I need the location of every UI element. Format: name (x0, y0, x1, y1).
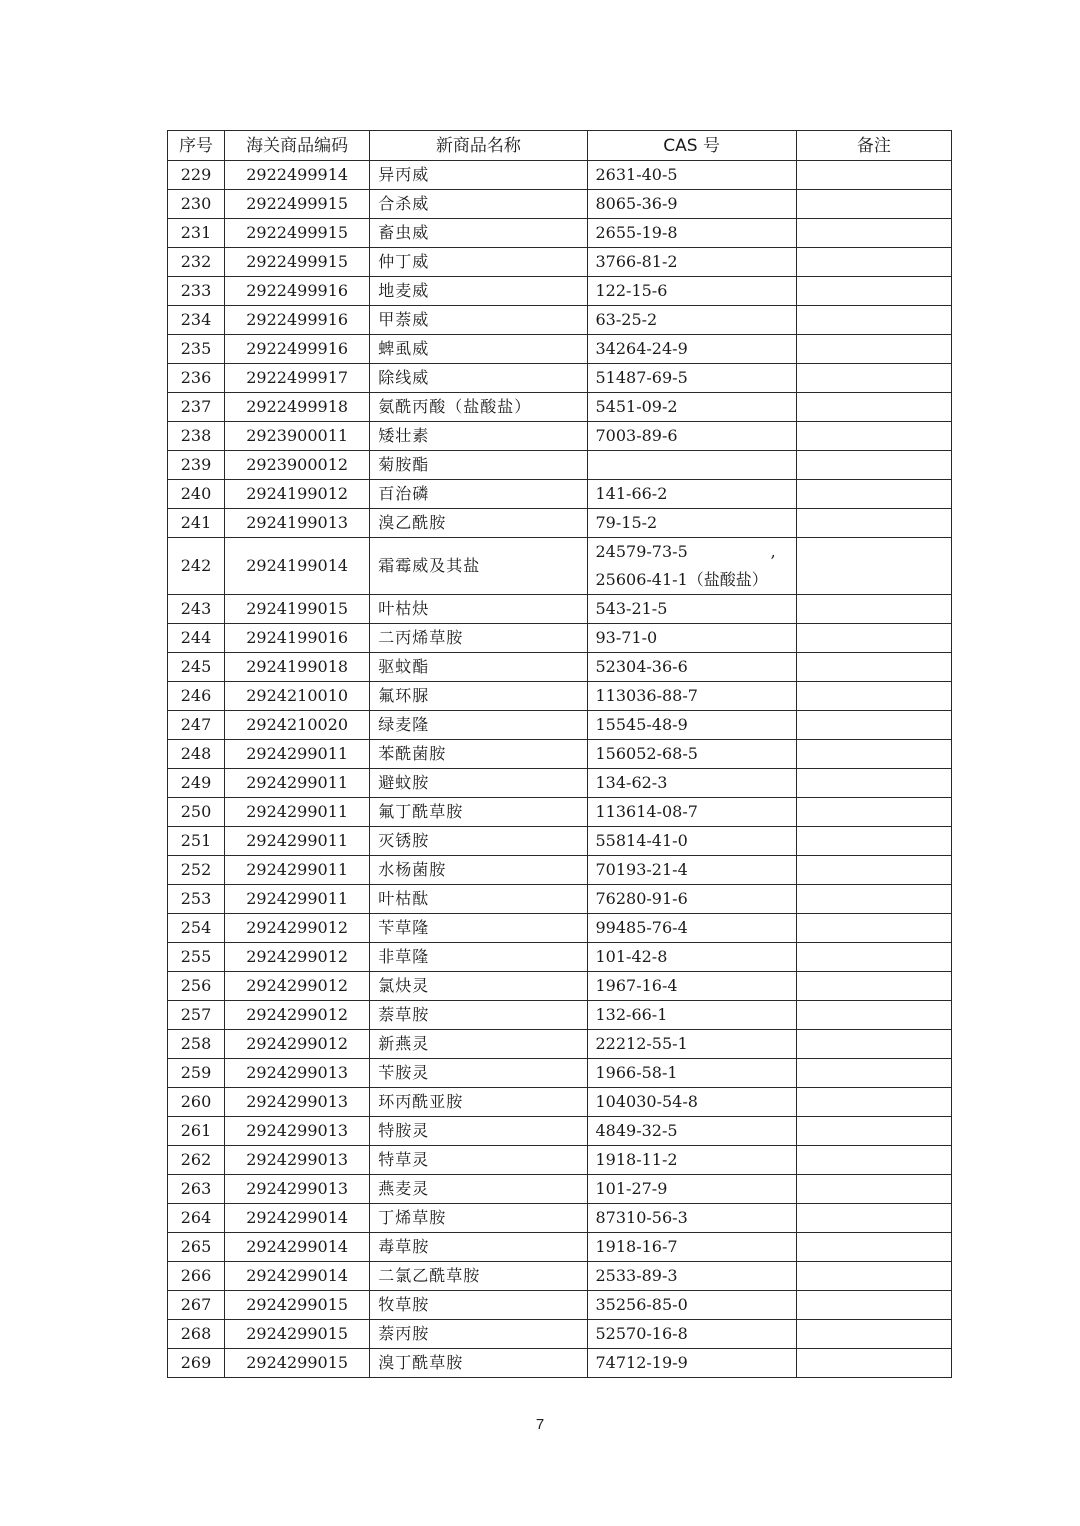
table-row (168, 653, 952, 682)
cell-note (796, 914, 951, 943)
cell-cas: 5451-09-2 (587, 393, 796, 422)
cell-name: 灭锈胺 (370, 827, 587, 856)
cell-cas: 1966-58-1 (587, 1059, 796, 1088)
table-row (168, 1262, 952, 1291)
cell-name: 水杨菌胺 (370, 856, 587, 885)
cell-seq: 262 (168, 1146, 225, 1175)
cell-seq: 243 (168, 595, 225, 624)
table-row (168, 480, 952, 509)
cell-name: 二氯乙酰草胺 (370, 1262, 587, 1291)
cell-note (796, 1320, 951, 1349)
cell-name: 百治磷 (370, 480, 587, 509)
table-row (168, 740, 952, 769)
cell-code: 2924299014 (225, 1233, 370, 1262)
cell-note (796, 653, 951, 682)
cell-code: 2924210020 (225, 711, 370, 740)
cell-code: 2922499916 (225, 306, 370, 335)
cell-code: 2924299013 (225, 1175, 370, 1204)
cell-note (796, 219, 951, 248)
cell-code: 2924199014 (225, 538, 370, 595)
page-number: 7 (535, 1416, 545, 1433)
table-header-row (168, 131, 952, 161)
table-row (168, 624, 952, 653)
table-row (168, 1059, 952, 1088)
cell-seq: 236 (168, 364, 225, 393)
cell-cas: 63-25-2 (587, 306, 796, 335)
cell-cas: 2533-89-3 (587, 1262, 796, 1291)
cell-note (796, 682, 951, 711)
cell-code: 2924199018 (225, 653, 370, 682)
table-row (168, 1117, 952, 1146)
header-cas: CAS 号 (587, 131, 796, 161)
cell-cas: 55814-41-0 (587, 827, 796, 856)
cell-note (796, 480, 951, 509)
cell-note (796, 1117, 951, 1146)
cell-name: 燕麦灵 (370, 1175, 587, 1204)
table-row (168, 711, 952, 740)
cell-code: 2924299011 (225, 769, 370, 798)
cell-name: 除线威 (370, 364, 587, 393)
cell-code: 2922499915 (225, 219, 370, 248)
cell-seq: 257 (168, 1001, 225, 1030)
cell-seq: 239 (168, 451, 225, 480)
header-note: 备注 (796, 131, 951, 161)
table-row (168, 219, 952, 248)
cell-note (796, 740, 951, 769)
cell-code: 2924299011 (225, 885, 370, 914)
cell-note (796, 856, 951, 885)
cell-note (796, 1059, 951, 1088)
cell-code: 2924299012 (225, 972, 370, 1001)
cas-separator: , (770, 542, 776, 561)
cell-code: 2924299013 (225, 1059, 370, 1088)
cell-note (796, 595, 951, 624)
cell-cas: 2655-19-8 (587, 219, 796, 248)
cell-name: 氟丁酰草胺 (370, 798, 587, 827)
cell-cas: 101-42-8 (587, 943, 796, 972)
cell-cas: 51487-69-5 (587, 364, 796, 393)
table-row (168, 1088, 952, 1117)
table-row (168, 798, 952, 827)
cell-seq: 269 (168, 1349, 225, 1378)
cell-code: 2924199012 (225, 480, 370, 509)
cell-name: 氟环脲 (370, 682, 587, 711)
cell-name: 毒草胺 (370, 1233, 587, 1262)
cell-note (796, 451, 951, 480)
cell-name: 苄草隆 (370, 914, 587, 943)
table-row (168, 1291, 952, 1320)
cell-code: 2922499916 (225, 277, 370, 306)
cell-cas: 22212-55-1 (587, 1030, 796, 1059)
cell-cas: 4849-32-5 (587, 1117, 796, 1146)
cell-name: 矮壮素 (370, 422, 587, 451)
cell-seq: 242 (168, 538, 225, 595)
cell-seq: 232 (168, 248, 225, 277)
table-row (168, 451, 952, 480)
table-row (168, 161, 952, 190)
cell-seq: 250 (168, 798, 225, 827)
cell-note (796, 1001, 951, 1030)
cell-code: 2922499916 (225, 335, 370, 364)
cell-seq: 264 (168, 1204, 225, 1233)
cell-name: 仲丁威 (370, 248, 587, 277)
cell-seq: 261 (168, 1117, 225, 1146)
table-row (168, 364, 952, 393)
cell-code: 2924199013 (225, 509, 370, 538)
cell-seq: 244 (168, 624, 225, 653)
cell-cas: 141-66-2 (587, 480, 796, 509)
cell-seq: 233 (168, 277, 225, 306)
cell-seq: 267 (168, 1291, 225, 1320)
cell-code: 2924299012 (225, 1001, 370, 1030)
cell-cas: 76280-91-6 (587, 885, 796, 914)
table-row (168, 335, 952, 364)
cell-code: 2924299011 (225, 740, 370, 769)
cell-note (796, 364, 951, 393)
table-row (168, 769, 952, 798)
cell-seq: 247 (168, 711, 225, 740)
cell-seq: 255 (168, 943, 225, 972)
cell-code: 2924299013 (225, 1117, 370, 1146)
table-row (168, 914, 952, 943)
cell-note (796, 972, 951, 1001)
table-row (168, 827, 952, 856)
cell-name: 特胺灵 (370, 1117, 587, 1146)
cell-cas: 52570-16-8 (587, 1320, 796, 1349)
cell-seq: 248 (168, 740, 225, 769)
cell-name: 驱蚊酯 (370, 653, 587, 682)
cell-code: 2924299012 (225, 1030, 370, 1059)
cell-code: 2924299013 (225, 1146, 370, 1175)
cell-name: 二丙烯草胺 (370, 624, 587, 653)
cell-cas: 122-15-6 (587, 277, 796, 306)
cell-name: 丁烯草胺 (370, 1204, 587, 1233)
cell-code: 2924299014 (225, 1204, 370, 1233)
table-row (168, 1030, 952, 1059)
cell-code: 2924299011 (225, 827, 370, 856)
cell-code: 2924299013 (225, 1088, 370, 1117)
cell-name: 绿麦隆 (370, 711, 587, 740)
cell-code: 2924210010 (225, 682, 370, 711)
cell-code: 2923900011 (225, 422, 370, 451)
cell-name: 牧草胺 (370, 1291, 587, 1320)
cell-cas: 93-71-0 (587, 624, 796, 653)
table-row (168, 595, 952, 624)
cell-note (796, 422, 951, 451)
cell-code: 2924199015 (225, 595, 370, 624)
cell-note (796, 306, 951, 335)
cell-cas: 2631-40-5 (587, 161, 796, 190)
cell-code: 2924199016 (225, 624, 370, 653)
cell-note (796, 538, 951, 595)
cell-note (796, 393, 951, 422)
cell-note (796, 248, 951, 277)
cell-note (796, 1030, 951, 1059)
cell-cas: 99485-76-4 (587, 914, 796, 943)
cell-seq: 241 (168, 509, 225, 538)
table-row (168, 1320, 952, 1349)
cell-seq: 251 (168, 827, 225, 856)
cell-cas: 113036-88-7 (587, 682, 796, 711)
header-code: 海关商品编码 (225, 131, 370, 161)
table-row (168, 1349, 952, 1378)
cell-note (796, 1291, 951, 1320)
cell-code: 2924299011 (225, 798, 370, 827)
cas-line-2: 25606-41-1（盐酸盐） (595, 570, 768, 589)
cell-name: 避蚊胺 (370, 769, 587, 798)
cell-cas: 156052-68-5 (587, 740, 796, 769)
cell-cas: 87310-56-3 (587, 1204, 796, 1233)
cell-name: 畜虫威 (370, 219, 587, 248)
cell-cas: 8065-36-9 (587, 190, 796, 219)
cell-note (796, 161, 951, 190)
cell-name: 苯酰菌胺 (370, 740, 587, 769)
cell-seq: 245 (168, 653, 225, 682)
cell-code: 2924299012 (225, 914, 370, 943)
cell-note (796, 1175, 951, 1204)
table-row (168, 1204, 952, 1233)
cell-seq: 263 (168, 1175, 225, 1204)
cell-cas: 113614-08-7 (587, 798, 796, 827)
cell-cas: 3766-81-2 (587, 248, 796, 277)
cell-seq: 240 (168, 480, 225, 509)
cell-name: 萘丙胺 (370, 1320, 587, 1349)
cell-cas: 1967-16-4 (587, 972, 796, 1001)
cell-cas: 543-21-5 (587, 595, 796, 624)
cell-cas: 132-66-1 (587, 1001, 796, 1030)
cell-seq: 235 (168, 335, 225, 364)
cell-name: 甲萘威 (370, 306, 587, 335)
table-row (168, 972, 952, 1001)
cell-name: 新燕灵 (370, 1030, 587, 1059)
cell-cas (587, 538, 796, 595)
cell-seq: 259 (168, 1059, 225, 1088)
cell-seq: 254 (168, 914, 225, 943)
cell-code: 2924299015 (225, 1349, 370, 1378)
cell-code: 2924299015 (225, 1291, 370, 1320)
cell-cas: 101-27-9 (587, 1175, 796, 1204)
table-body (168, 161, 952, 1378)
cell-seq: 230 (168, 190, 225, 219)
cell-name: 菊胺酯 (370, 451, 587, 480)
cell-cas: 74712-19-9 (587, 1349, 796, 1378)
cell-name: 苄胺灵 (370, 1059, 587, 1088)
commodity-table (167, 130, 952, 1378)
table-row (168, 190, 952, 219)
cell-name: 溴乙酰胺 (370, 509, 587, 538)
cell-seq: 260 (168, 1088, 225, 1117)
cell-name: 溴丁酰草胺 (370, 1349, 587, 1378)
header-seq: 序号 (168, 131, 225, 161)
cell-cas: 1918-11-2 (587, 1146, 796, 1175)
cell-code: 2923900012 (225, 451, 370, 480)
cell-note (796, 509, 951, 538)
cell-name: 叶枯酞 (370, 885, 587, 914)
cas-number: 24579-73-5 (595, 542, 688, 561)
cell-note (796, 1146, 951, 1175)
table-row (168, 393, 952, 422)
cell-name: 环丙酰亚胺 (370, 1088, 587, 1117)
cell-name: 萘草胺 (370, 1001, 587, 1030)
cell-name: 异丙威 (370, 161, 587, 190)
cell-code: 2922499915 (225, 248, 370, 277)
table-row (168, 277, 952, 306)
cell-note (796, 1349, 951, 1378)
cell-code: 2924299011 (225, 856, 370, 885)
cell-note (796, 1088, 951, 1117)
cell-name: 特草灵 (370, 1146, 587, 1175)
cell-seq: 234 (168, 306, 225, 335)
cell-cas: 52304-36-6 (587, 653, 796, 682)
cell-note (796, 827, 951, 856)
cell-cas: 1918-16-7 (587, 1233, 796, 1262)
cell-seq: 268 (168, 1320, 225, 1349)
cell-code: 2922499914 (225, 161, 370, 190)
cell-note (796, 798, 951, 827)
table-row (168, 422, 952, 451)
cell-seq: 266 (168, 1262, 225, 1291)
cell-code: 2922499915 (225, 190, 370, 219)
cell-seq: 252 (168, 856, 225, 885)
table-row (168, 509, 952, 538)
cell-code: 2924299014 (225, 1262, 370, 1291)
cell-name: 氨酰丙酸（盐酸盐） (370, 393, 587, 422)
cell-seq: 246 (168, 682, 225, 711)
cell-note (796, 1262, 951, 1291)
table-row (168, 248, 952, 277)
table-row (168, 306, 952, 335)
cell-name: 非草隆 (370, 943, 587, 972)
cell-cas: 7003-89-6 (587, 422, 796, 451)
cell-note (796, 624, 951, 653)
header-name: 新商品名称 (370, 131, 587, 161)
cell-seq: 231 (168, 219, 225, 248)
cell-name: 霜霉威及其盐 (370, 538, 587, 595)
cell-note (796, 1204, 951, 1233)
cell-code: 2922499917 (225, 364, 370, 393)
table-row (168, 1233, 952, 1262)
table-row (168, 885, 952, 914)
cell-cas: 104030-54-8 (587, 1088, 796, 1117)
cell-note (796, 277, 951, 306)
cell-seq: 258 (168, 1030, 225, 1059)
cell-note (796, 190, 951, 219)
cell-name: 地麦威 (370, 277, 587, 306)
cell-seq: 253 (168, 885, 225, 914)
cell-cas: 15545-48-9 (587, 711, 796, 740)
cell-note (796, 769, 951, 798)
table-row (168, 1146, 952, 1175)
cell-code: 2924299015 (225, 1320, 370, 1349)
cell-code: 2922499918 (225, 393, 370, 422)
cell-name: 蜱虱威 (370, 335, 587, 364)
cell-cas: 70193-21-4 (587, 856, 796, 885)
cell-cas (587, 451, 796, 480)
cell-cas: 34264-24-9 (587, 335, 796, 364)
table-row (168, 943, 952, 972)
table-row (168, 856, 952, 885)
cell-seq: 229 (168, 161, 225, 190)
cell-note (796, 885, 951, 914)
cell-note (796, 1233, 951, 1262)
table-row (168, 1175, 952, 1204)
cell-code: 2924299012 (225, 943, 370, 972)
table-row (168, 1001, 952, 1030)
cell-seq: 237 (168, 393, 225, 422)
cell-note (796, 335, 951, 364)
cell-cas: 79-15-2 (587, 509, 796, 538)
cell-note (796, 943, 951, 972)
cell-seq: 256 (168, 972, 225, 1001)
cell-name: 合杀威 (370, 190, 587, 219)
table-row (168, 682, 952, 711)
cell-seq: 265 (168, 1233, 225, 1262)
cell-cas: 134-62-3 (587, 769, 796, 798)
table-row (168, 538, 952, 595)
cell-name: 叶枯炔 (370, 595, 587, 624)
cell-seq: 249 (168, 769, 225, 798)
cell-name: 氯炔灵 (370, 972, 587, 1001)
cell-cas: 35256-85-0 (587, 1291, 796, 1320)
cell-note (796, 711, 951, 740)
cell-seq: 238 (168, 422, 225, 451)
cas-line-1 (596, 538, 788, 566)
